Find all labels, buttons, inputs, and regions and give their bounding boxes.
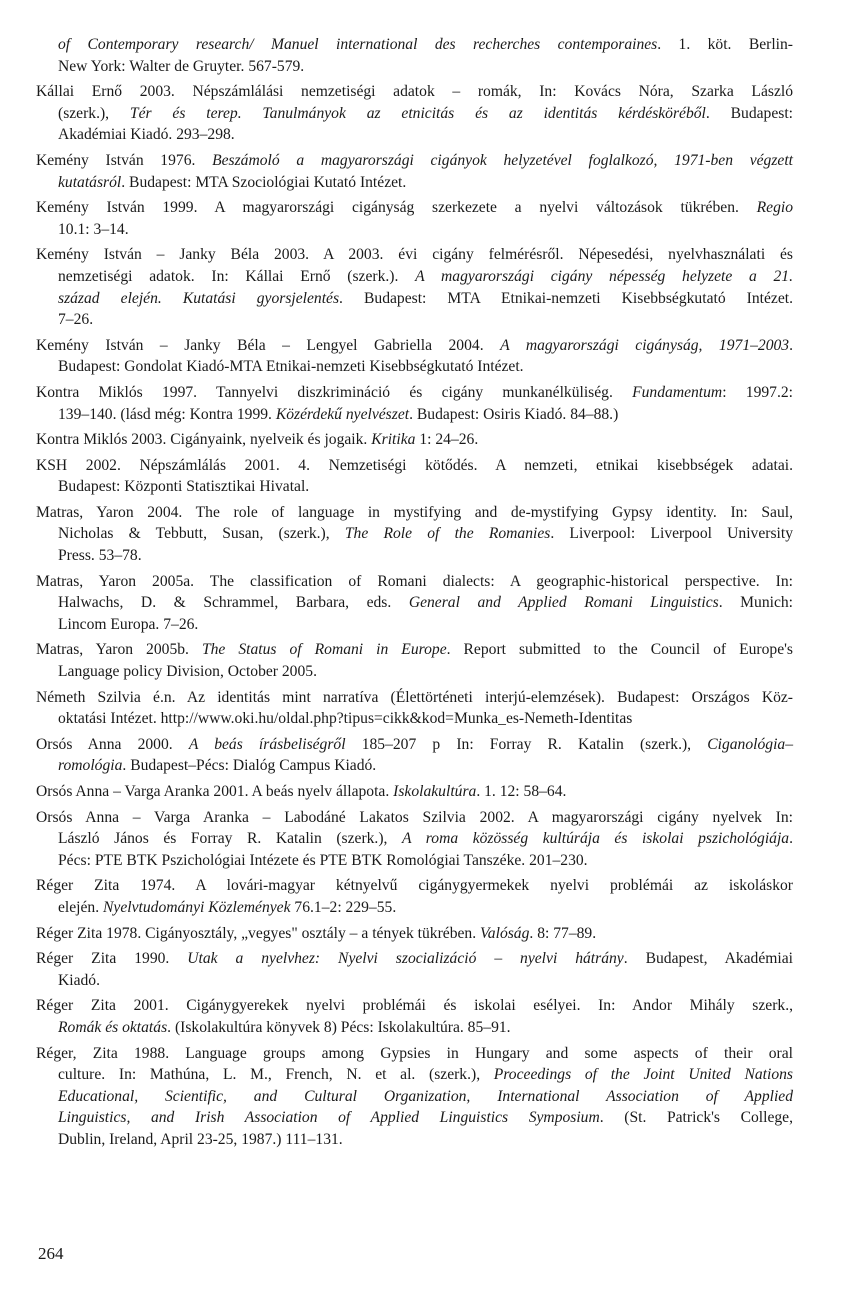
reference-line xyxy=(36,1017,793,1039)
reference-entry xyxy=(36,639,793,682)
reference-title: Valóság xyxy=(480,924,530,942)
reference-text: New York: Walter de Gruyter. 567-579. xyxy=(58,57,305,75)
reference-text: Réger Zita 1974. A lovári-magyar kétnyelvű cigánygyermekek nyelvi problémái az iskoláskor xyxy=(36,877,793,895)
reference-title: A magyarországi cigány népesség helyzete a 21. xyxy=(415,267,793,285)
reference-title: század elején. Kutatási gyorsjelentés xyxy=(58,289,340,307)
reference-text: Kemény István – Janky Béla 2003. A 2003. évi cigány felmérésről. Népesedési, nyelvhasználati és xyxy=(36,246,793,264)
reference-text: Réger Zita 1978. Cigányosztály, „vegyes" osztály – a tények tükrében. xyxy=(36,924,481,942)
reference-entry xyxy=(36,807,793,872)
reference-title: A roma közösség kultúrája és iskolai pszichológiája xyxy=(401,830,790,848)
reference-title: romológia xyxy=(58,757,123,775)
reference-text: Dublin, Ireland, April 23-25, 1987.) 111–131. xyxy=(58,1130,343,1148)
reference-text: . xyxy=(789,830,793,848)
reference-entry xyxy=(36,781,793,803)
reference-line xyxy=(36,150,793,172)
reference-text: Budapest: Gondolat Kiadó-MTA Etnikai-nemzeti Kisebbségkutató Intézet. xyxy=(58,358,524,376)
reference-text: Pécs: PTE BTK Pszichológiai Intézete és PTE BTK Romológiai Tanszéke. 201–230. xyxy=(58,851,588,869)
reference-text: KSH 2002. Népszámlálás 2001. 4. Nemzetiségi kötődés. A nemzeti, etnikai kisebbségek adatai. xyxy=(36,456,793,474)
reference-line xyxy=(36,897,793,919)
reference-text: Orsós Anna – Varga Aranka – Labodáné Lakatos Szilvia 2002. A magyarországi cigány nyelvek In: xyxy=(36,808,793,826)
reference-entry xyxy=(36,429,793,451)
reference-text: 185–207 p In: Forray R. Katalin (szerk.), xyxy=(345,735,708,753)
reference-line xyxy=(36,502,793,524)
reference-line xyxy=(36,1129,793,1151)
reference-text: 139–140. (lásd még: Kontra 1999. xyxy=(58,405,276,423)
reference-line xyxy=(36,807,793,829)
reference-text: Kemény István 1999. A magyarországi cigányság szerkezete a nyelvi változások tükrében. xyxy=(36,199,757,217)
reference-entry xyxy=(36,1043,793,1151)
reference-entry xyxy=(36,34,793,77)
reference-title: Közérdekű nyelvészet xyxy=(275,405,410,423)
reference-line xyxy=(36,455,793,477)
reference-text: Kontra Miklós 1997. Tannyelvi diszkrimináció és cigány munkanélküliség. xyxy=(36,383,633,401)
page-number: 264 xyxy=(38,1244,64,1263)
reference-title: Regio xyxy=(756,199,793,217)
reference-title: Fundamentum xyxy=(632,383,723,401)
reference-text: Réger Zita 1990. xyxy=(36,950,188,968)
reference-text: Kállai Ernő 2003. Népszámlálási nemzetiségi adatok – romák, In: Kovács Nóra, Szarka László xyxy=(36,83,793,101)
reference-line xyxy=(36,382,793,404)
reference-text: Language policy Division, October 2005. xyxy=(58,663,317,681)
reference-line xyxy=(36,1043,793,1065)
reference-line xyxy=(36,781,793,803)
reference-text: . Budapest–Pécs: Dialóg Campus Kiadó. xyxy=(122,757,377,775)
reference-text: Matras, Yaron 2005a. The classification of Romani dialects: A geographic-historical perspective. In: xyxy=(36,572,793,590)
reference-text: Orsós Anna – Varga Aranka 2001. A beás nyelv állapota. xyxy=(36,783,394,800)
reference-line xyxy=(36,875,793,897)
reference-line xyxy=(36,335,793,357)
reference-text: . Budapest, Akadémiai xyxy=(623,950,793,968)
reference-title: Ciganológia– xyxy=(707,735,793,753)
reference-text: elején. xyxy=(58,898,104,916)
reference-text: . xyxy=(789,336,794,354)
reference-line xyxy=(36,850,793,872)
reference-title: Proceedings of the Joint United Nations xyxy=(493,1066,793,1084)
reference-text: 7–26. xyxy=(58,311,94,329)
reference-entry xyxy=(36,197,793,240)
reference-line xyxy=(36,734,793,756)
reference-title: The Status of Romani in Europe xyxy=(201,641,447,659)
reference-line xyxy=(36,1107,793,1129)
reference-text: . 1. köt. Berlin- xyxy=(657,36,793,53)
reference-text: Kontra Miklós 2003. Cigányaink, nyelveik és jogaik. xyxy=(36,431,372,449)
reference-text: Orsós Anna 2000. xyxy=(36,735,189,753)
reference-text: . Budapest: xyxy=(705,104,794,122)
reference-text: . (Iskolakultúra könyvek 8) Pécs: Iskolakultúra. 85–91. xyxy=(167,1018,511,1036)
reference-line xyxy=(36,828,793,850)
reference-line xyxy=(36,476,793,498)
reference-line xyxy=(36,124,793,146)
reference-text: nemzetiségi adatok. In: Kállai Ernő (szerk.). xyxy=(58,267,416,285)
reference-line xyxy=(36,219,793,241)
reference-line xyxy=(36,923,793,945)
reference-line xyxy=(36,266,793,288)
reference-text: . Liverpool: Liverpool University xyxy=(550,525,793,543)
reference-entry xyxy=(36,81,793,146)
reference-text: Réger Zita 2001. Cigánygyerekek nyelvi problémái és iskolai esélyei. In: Andor Mihály szerk., xyxy=(36,997,793,1015)
reference-title: A magyarországi cigányság, 1971–2003 xyxy=(500,336,790,354)
reference-title: Linguistics, and Irish Association of Applied Linguistics Symposium xyxy=(58,1109,600,1127)
reference-title: of Contemporary research/ Manuel international des recherches contemporaines xyxy=(58,36,658,53)
reference-line xyxy=(36,404,793,426)
reference-title: Kritika xyxy=(371,431,416,449)
reference-text: . Munich: xyxy=(718,594,793,612)
reference-line xyxy=(36,592,793,614)
reference-text: Réger, Zita 1988. Language groups among Gypsies in Hungary and some aspects of their oral xyxy=(36,1044,793,1062)
reference-entry xyxy=(36,150,793,193)
reference-title: Educational, Scientific, and Cultural Organization, International Association of Applied xyxy=(58,1087,793,1105)
reference-text: Kemény István – Janky Béla – Lengyel Gabriella 2004. xyxy=(36,336,501,354)
reference-line xyxy=(36,172,793,194)
reference-text: . Report submitted to the Council of Europe's xyxy=(446,641,794,659)
reference-text: Matras, Yaron 2004. The role of language in mystifying and de-mystifying Gypsy identity. In: Saul, xyxy=(36,503,793,521)
reference-text: . (St. Patrick's College, xyxy=(599,1109,794,1127)
reference-text: Kiadó. xyxy=(58,971,101,989)
reference-line xyxy=(36,34,793,56)
reference-entry xyxy=(36,382,793,425)
reference-title: Nyelvtudományi Közlemények xyxy=(103,898,291,916)
reference-line xyxy=(36,429,793,451)
reference-title: Tér és terep. Tanulmányok az etnicitás és az identitás kérdésköréből xyxy=(129,104,706,122)
reference-line xyxy=(36,244,793,266)
reference-title: The Role of the Romanies xyxy=(344,525,551,543)
reference-entry xyxy=(36,995,793,1038)
reference-title: kutatásról xyxy=(58,173,122,191)
reference-title: Beszámoló a magyarországi cigányok helyzetével foglalkozó, 1971-ben végzett xyxy=(212,151,793,169)
reference-entry xyxy=(36,455,793,498)
reference-line xyxy=(36,523,793,545)
reference-text: Lincom Europa. 7–26. xyxy=(58,615,199,633)
reference-list xyxy=(36,34,793,1155)
reference-title: Iskolakultúra xyxy=(393,783,477,800)
reference-entry xyxy=(36,923,793,945)
reference-text: 1: 24–26. xyxy=(415,431,479,449)
reference-text: . 1. 12: 58–64. xyxy=(476,783,567,800)
reference-text: Kemény István 1976. xyxy=(36,151,213,169)
reference-line xyxy=(36,995,793,1017)
reference-text: culture. In: Mathúna, L. M., French, N. et al. (szerk.), xyxy=(58,1066,494,1084)
reference-text: . Budapest: MTA Etnikai-nemzeti Kisebbségkutató Intézet. xyxy=(339,289,793,307)
reference-line xyxy=(36,1064,793,1086)
reference-line xyxy=(36,81,793,103)
reference-line xyxy=(36,103,793,125)
reference-line xyxy=(36,1086,793,1108)
reference-entry xyxy=(36,875,793,918)
reference-text: László János és Forray R. Katalin (szerk.), xyxy=(58,830,402,848)
reference-line xyxy=(36,56,793,78)
reference-line xyxy=(36,356,793,378)
reference-line xyxy=(36,545,793,567)
reference-entry xyxy=(36,734,793,777)
reference-text: Németh Szilvia é.n. Az identitás mint narratíva (Élettörténeti interjú-elemzések). Budapest: Országos Köz- xyxy=(36,688,793,706)
reference-text: oktatási Intézet. http://www.oki.hu/oldal.php?tipus=cikk&kod=Munka_es-Nemeth-Identitas xyxy=(58,710,633,728)
reference-line xyxy=(36,197,793,219)
reference-line xyxy=(36,948,793,970)
reference-text: Matras, Yaron 2005b. xyxy=(36,641,202,659)
reference-line xyxy=(36,708,793,730)
reference-line xyxy=(36,755,793,777)
reference-entry xyxy=(36,502,793,567)
reference-text: . Budapest: Osiris Kiadó. 84–88.) xyxy=(409,405,619,423)
reference-entry xyxy=(36,335,793,378)
reference-line xyxy=(36,687,793,709)
reference-entry xyxy=(36,948,793,991)
reference-line xyxy=(36,571,793,593)
reference-text: . 8: 77–89. xyxy=(529,924,597,942)
reference-line xyxy=(36,288,793,310)
reference-entry xyxy=(36,687,793,730)
reference-entry xyxy=(36,571,793,636)
reference-title: Utak a nyelvhez: Nyelvi szocializáció – nyelvi hátrány xyxy=(187,950,624,968)
reference-text: 76.1–2: 229–55. xyxy=(290,898,397,916)
reference-text: Budapest: Központi Statisztikai Hivatal. xyxy=(58,478,310,496)
reference-title: Romák és oktatás xyxy=(58,1018,168,1036)
reference-title: A beás írásbeliségről xyxy=(188,735,346,753)
reference-text: 10.1: 3–14. xyxy=(58,220,129,238)
reference-text: Press. 53–78. xyxy=(58,547,142,565)
reference-line xyxy=(36,661,793,683)
reference-text: : 1997.2: xyxy=(722,383,794,401)
reference-text: Akadémiai Kiadó. 293–298. xyxy=(58,126,235,144)
reference-line xyxy=(36,639,793,661)
reference-entry xyxy=(36,244,793,330)
reference-line xyxy=(36,970,793,992)
reference-line xyxy=(36,614,793,636)
reference-text: . Budapest: MTA Szociológiai Kutató Intézet. xyxy=(121,173,407,191)
reference-line xyxy=(36,309,793,331)
reference-text: Nicholas & Tebbutt, Susan, (szerk.), xyxy=(58,525,345,543)
reference-text: Halwachs, D. & Schrammel, Barbara, eds. xyxy=(58,594,409,612)
reference-title: General and Applied Romani Linguistics xyxy=(408,594,719,612)
reference-text: (szerk.), xyxy=(58,104,130,122)
